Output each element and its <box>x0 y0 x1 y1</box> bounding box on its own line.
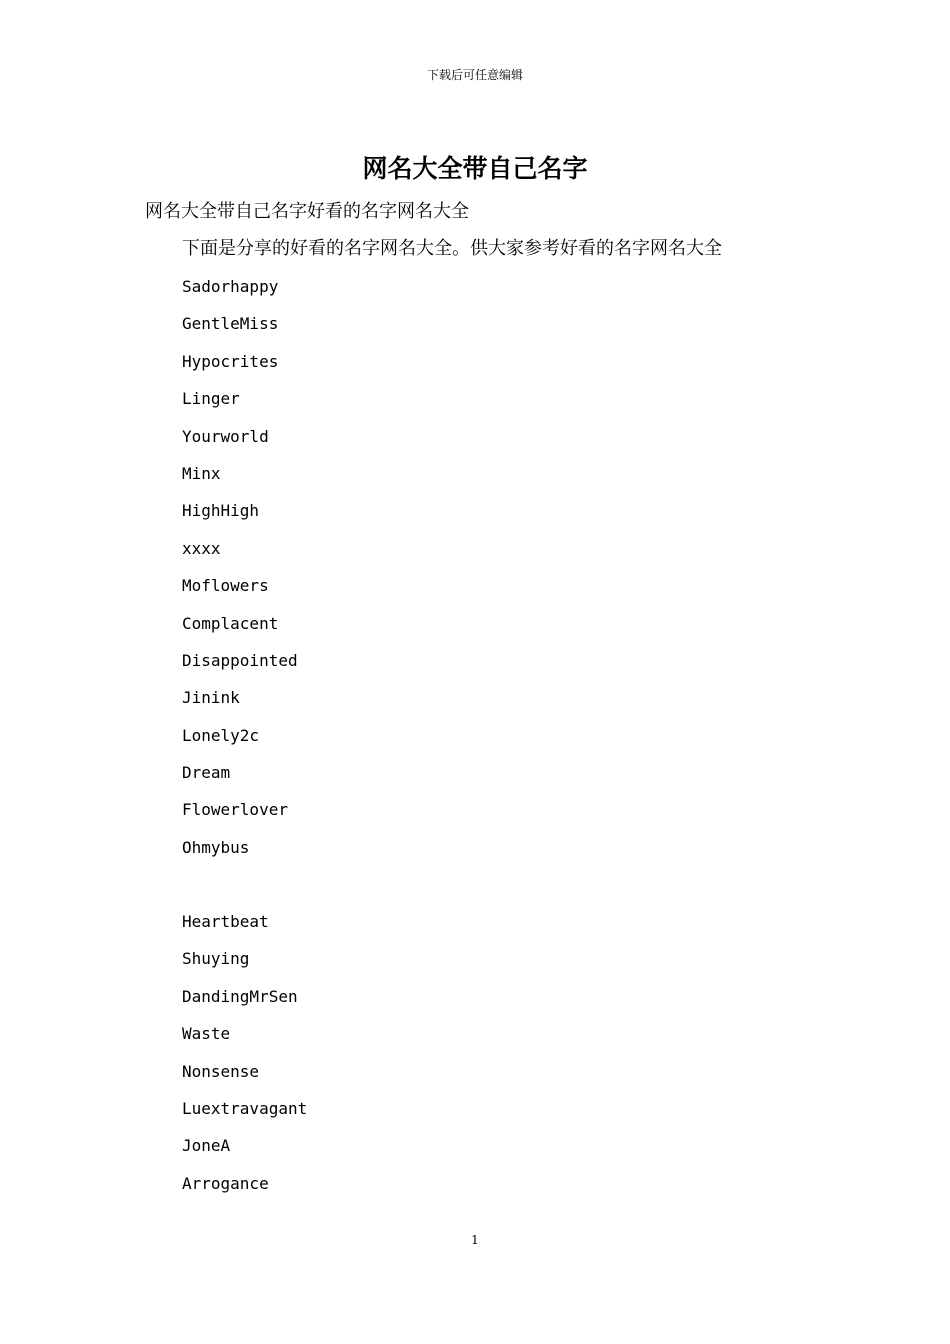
page-header: 下载后可任意编辑 <box>426 68 523 82</box>
list-item: Heartbeat <box>182 912 269 931</box>
list-item: DandingMrSen <box>182 986 298 1006</box>
list-item: Hypocrites <box>182 351 279 371</box>
list-item: Dream <box>182 763 231 783</box>
list-item: Sadorhappy <box>182 277 279 296</box>
list-item: Complacent <box>182 613 279 633</box>
list-item: HighHigh <box>182 501 260 521</box>
name-list-group-2 <box>182 909 307 1208</box>
list-item: Nonsense <box>182 1061 260 1081</box>
list-item: JoneA <box>182 1136 231 1156</box>
intro-paragraph: 下面是分享的好看的名字网名大全。供大家参考好看的名字网名大全 <box>182 238 722 259</box>
list-item: Linger <box>182 389 240 409</box>
list-item: Arrogance <box>182 1173 269 1193</box>
document-subtitle: 网名大全带自己名字好看的名字网名大全 <box>145 201 469 222</box>
list-item: Shuying <box>182 949 250 969</box>
list-item: xxxx <box>182 538 221 558</box>
list-item: Flowerlover <box>182 800 288 820</box>
page-number: 1 <box>471 1233 479 1247</box>
list-item: Yourworld <box>182 426 269 446</box>
list-item: Lonely2c <box>182 725 260 745</box>
list-item: Waste <box>182 1024 231 1044</box>
list-item: Moflowers <box>182 576 269 596</box>
list-item: Disappointed <box>182 650 298 670</box>
document-title: 网名大全带自己名字 <box>362 154 588 183</box>
list-item: Ohmybus <box>182 837 250 857</box>
list-item: Jinink <box>182 688 240 708</box>
name-list-group-1 <box>182 274 298 872</box>
list-item: GentleMiss <box>182 314 279 334</box>
list-item: Luextravagant <box>182 1098 308 1118</box>
list-item: Minx <box>182 463 221 483</box>
